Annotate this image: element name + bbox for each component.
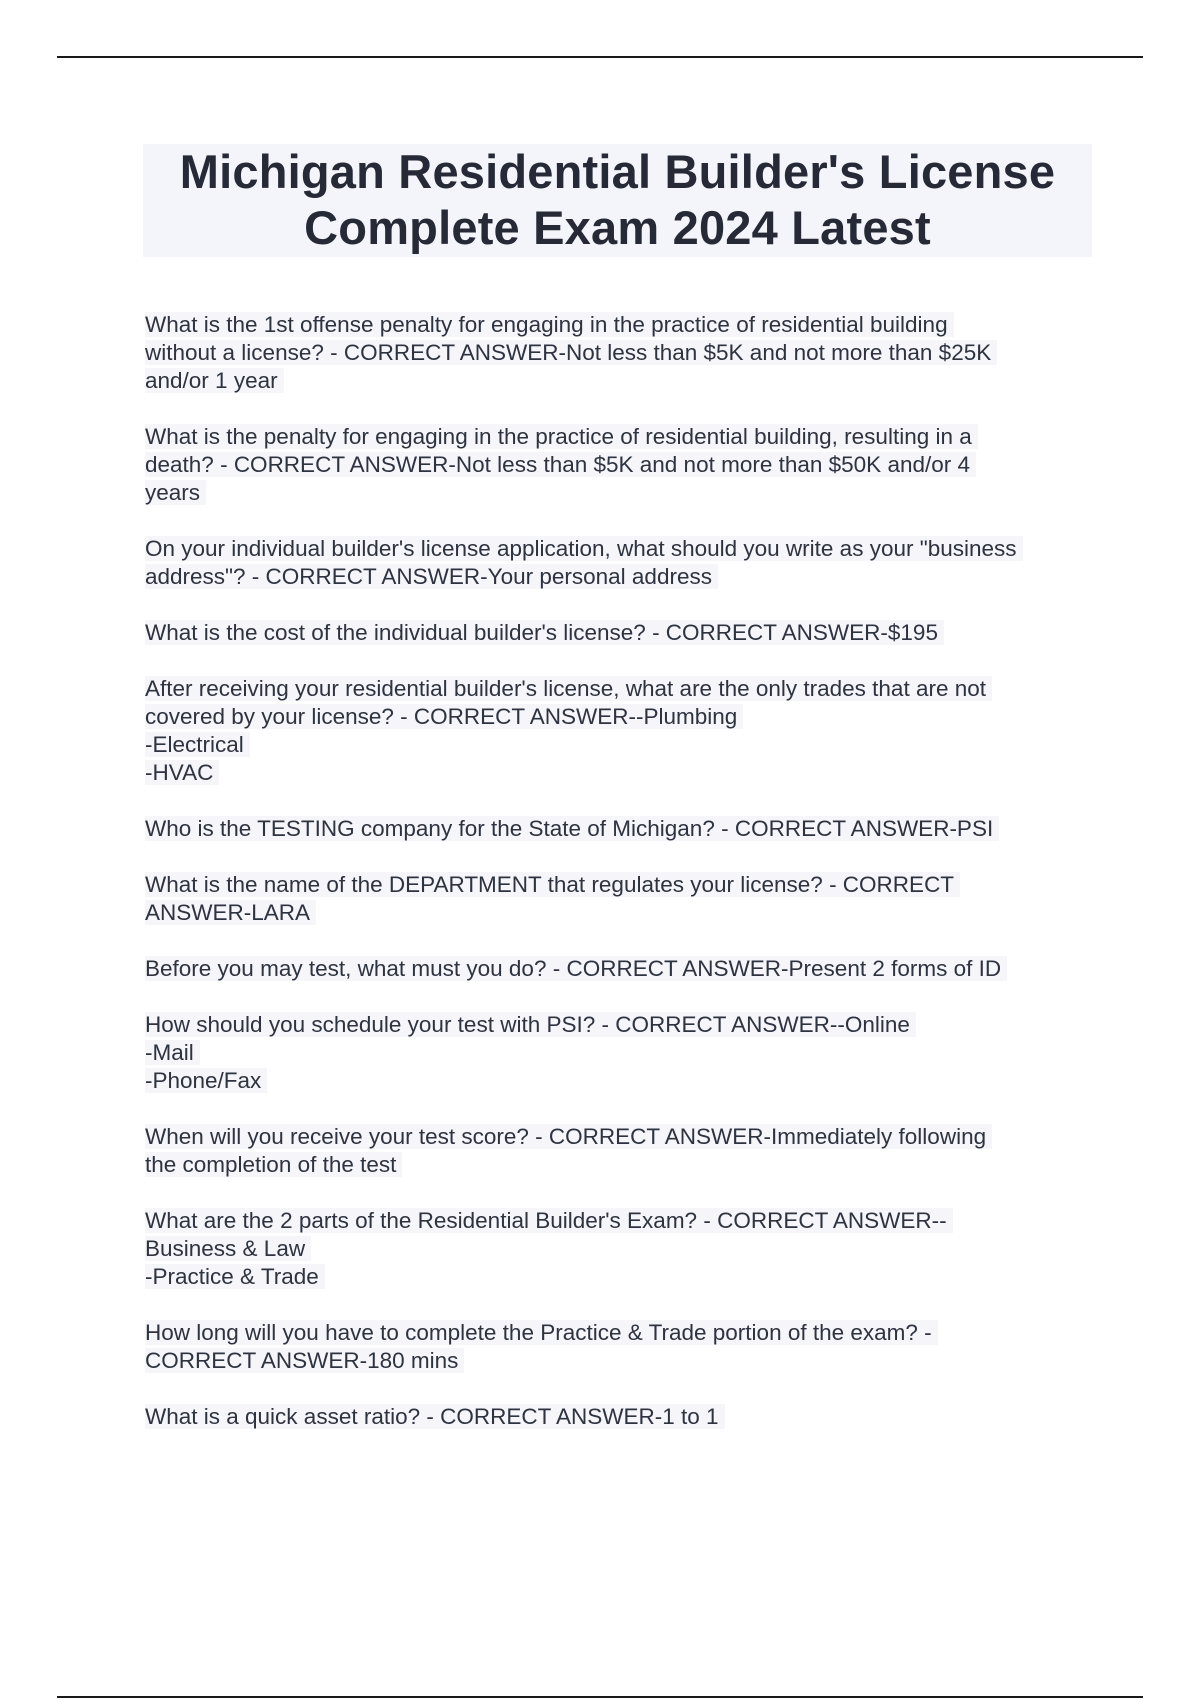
qa-line bbox=[145, 535, 1095, 563]
qa-line bbox=[145, 1235, 1095, 1263]
qa-item bbox=[145, 815, 1095, 843]
qa-line bbox=[145, 1067, 1095, 1095]
qa-text: Before you may test, what must you do? - CORRECT ANSWER-Present 2 forms of ID bbox=[145, 956, 1007, 981]
qa-line bbox=[145, 1151, 1095, 1179]
qa-text: After receiving your residential builder's license, what are the only trades that are not bbox=[145, 676, 992, 701]
qa-text: When will you receive your test score? - CORRECT ANSWER-Immediately following bbox=[145, 1124, 992, 1149]
qa-item bbox=[145, 619, 1095, 647]
qa-item bbox=[145, 1403, 1095, 1431]
qa-line bbox=[145, 311, 1095, 339]
qa-line bbox=[145, 1011, 1095, 1039]
qa-text: On your individual builder's license application, what should you write as your "business bbox=[145, 536, 1023, 561]
qa-text: What is the name of the DEPARTMENT that regulates your license? - CORRECT bbox=[145, 872, 960, 897]
qa-item bbox=[145, 1123, 1095, 1179]
qa-line bbox=[145, 675, 1095, 703]
qa-text: years bbox=[145, 480, 206, 505]
qa-item bbox=[145, 1319, 1095, 1375]
qa-text: -Practice & Trade bbox=[145, 1264, 325, 1289]
qa-item bbox=[145, 423, 1095, 507]
qa-line bbox=[145, 339, 1095, 367]
title-line-1: Michigan Residential Builder's License bbox=[179, 145, 1056, 198]
qa-item bbox=[145, 311, 1095, 395]
qa-text: What is the cost of the individual builder's license? - CORRECT ANSWER-$195 bbox=[145, 620, 944, 645]
qa-line bbox=[145, 451, 1095, 479]
qa-item bbox=[145, 871, 1095, 927]
question-answer-list bbox=[145, 311, 1095, 1459]
qa-line bbox=[145, 731, 1095, 759]
qa-text: How long will you have to complete the Practice & Trade portion of the exam? - bbox=[145, 1320, 938, 1345]
qa-text: Who is the TESTING company for the State of Michigan? - CORRECT ANSWER-PSI bbox=[145, 816, 999, 841]
qa-text: What is a quick asset ratio? - CORRECT ANSWER-1 to 1 bbox=[145, 1404, 725, 1429]
qa-line bbox=[145, 1347, 1095, 1375]
qa-line bbox=[145, 1207, 1095, 1235]
document-title bbox=[143, 144, 1092, 257]
bottom-divider bbox=[57, 1696, 1143, 1698]
qa-item bbox=[145, 1011, 1095, 1095]
qa-text: What are the 2 parts of the Residential Builder's Exam? - CORRECT ANSWER-- bbox=[145, 1208, 953, 1233]
qa-line bbox=[145, 759, 1095, 787]
qa-text: -Phone/Fax bbox=[145, 1068, 267, 1093]
qa-line bbox=[145, 1123, 1095, 1151]
qa-text: without a license? - CORRECT ANSWER-Not less than $5K and not more than $25K bbox=[145, 340, 997, 365]
qa-item bbox=[145, 675, 1095, 787]
qa-line bbox=[145, 479, 1095, 507]
qa-line bbox=[145, 871, 1095, 899]
qa-line bbox=[145, 1319, 1095, 1347]
qa-line bbox=[145, 1403, 1095, 1431]
qa-text: ANSWER-LARA bbox=[145, 900, 316, 925]
qa-text: address"? - CORRECT ANSWER-Your personal address bbox=[145, 564, 718, 589]
qa-text: -Electrical bbox=[145, 732, 250, 757]
qa-line bbox=[145, 703, 1095, 731]
qa-line bbox=[145, 1263, 1095, 1291]
qa-text: the completion of the test bbox=[145, 1152, 402, 1177]
qa-item bbox=[145, 1207, 1095, 1291]
qa-text: How should you schedule your test with PSI? - CORRECT ANSWER--Online bbox=[145, 1012, 916, 1037]
qa-line bbox=[145, 955, 1095, 983]
title-line-2: Complete Exam 2024 Latest bbox=[304, 201, 931, 254]
qa-line bbox=[145, 619, 1095, 647]
qa-line bbox=[145, 1039, 1095, 1067]
qa-line bbox=[145, 423, 1095, 451]
qa-text: What is the penalty for engaging in the practice of residential building, resulting in a bbox=[145, 424, 978, 449]
qa-line bbox=[145, 563, 1095, 591]
qa-line bbox=[145, 815, 1095, 843]
qa-text: CORRECT ANSWER-180 mins bbox=[145, 1348, 464, 1373]
qa-item bbox=[145, 535, 1095, 591]
qa-text: -HVAC bbox=[145, 760, 219, 785]
top-divider bbox=[57, 56, 1143, 58]
qa-text: What is the 1st offense penalty for engaging in the practice of residential building bbox=[145, 312, 954, 337]
qa-text: covered by your license? - CORRECT ANSWER--Plumbing bbox=[145, 704, 743, 729]
qa-text: and/or 1 year bbox=[145, 368, 284, 393]
qa-text: death? - CORRECT ANSWER-Not less than $5K and not more than $50K and/or 4 bbox=[145, 452, 976, 477]
qa-item bbox=[145, 955, 1095, 983]
qa-text: -Mail bbox=[145, 1040, 200, 1065]
qa-line bbox=[145, 899, 1095, 927]
qa-text: Business & Law bbox=[145, 1236, 311, 1261]
qa-line bbox=[145, 367, 1095, 395]
